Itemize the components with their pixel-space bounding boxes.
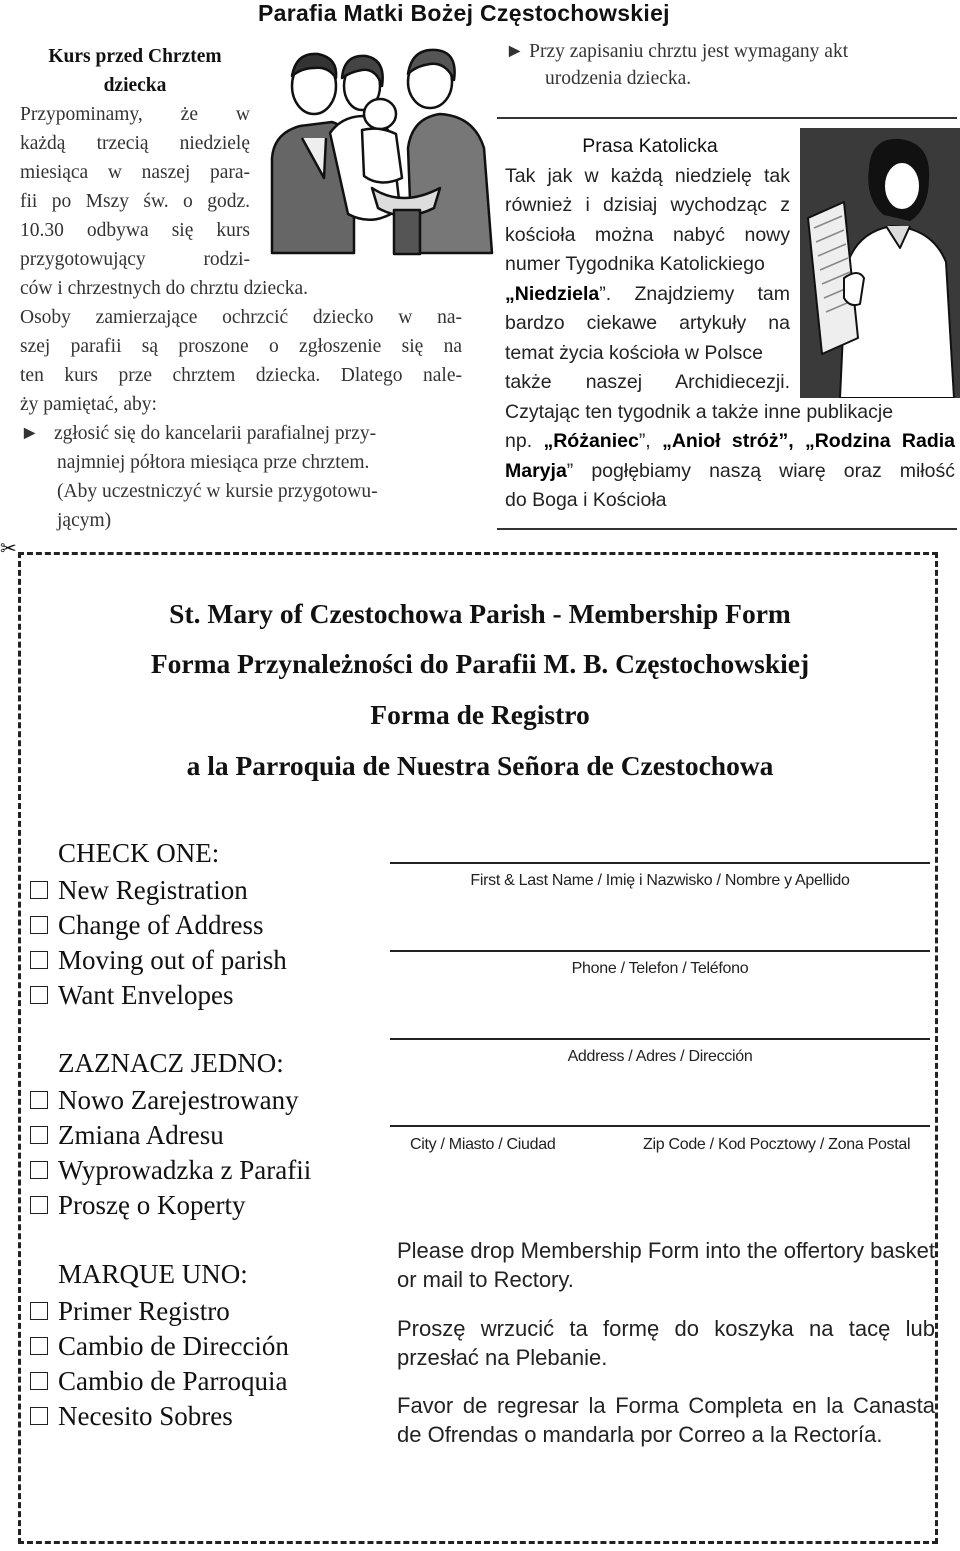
checkbox-wyprowadzka[interactable]: Wyprowadzka z Parafii xyxy=(30,1153,311,1187)
name-field-line[interactable] xyxy=(390,862,930,864)
checkbox-icon[interactable] xyxy=(30,881,48,899)
requirement-line: ► Przy zapisaniu chrztu jest wymagany akt xyxy=(505,41,849,62)
baptism-course-section xyxy=(20,42,462,535)
course-text-line: ży pamiętać, aby: xyxy=(20,394,157,415)
course-text-line: 10.30 odbywa się kurs xyxy=(20,220,250,241)
check-one-heading: CHECK ONE: xyxy=(58,838,220,868)
course-text-line: każdą trzecią niedzielę xyxy=(20,133,250,154)
press-text-line: numer Tygodnika Katolickiego xyxy=(505,253,765,275)
course-text-line: fii po Mszy św. o godz. xyxy=(20,191,250,212)
form-title-pl: Forma Przynależności do Parafii M. B. Częstochowskiej xyxy=(150,648,810,679)
press-text-line: „Niedziela”. Znajdziemy tam xyxy=(505,282,790,305)
section-divider xyxy=(497,528,957,530)
checkbox-necesito-sobres[interactable]: Necesito Sobres xyxy=(30,1399,233,1433)
checkbox-icon[interactable] xyxy=(30,986,48,1004)
form-title-en: St. Mary of Czestochowa Parish - Membership Form xyxy=(169,598,791,629)
scissors-icon: ✂ xyxy=(0,538,17,560)
checkbox-nowo-zarejestrowany[interactable]: Nowo Zarejestrowany xyxy=(30,1083,299,1117)
catholic-press-title: Prasa Katolicka xyxy=(582,135,718,157)
press-text-line: także naszej Archidiecezji. xyxy=(505,371,790,393)
press-text-line: do Boga i Kościoła xyxy=(505,489,667,511)
birth-certificate-note xyxy=(505,38,955,92)
checkbox-icon[interactable] xyxy=(30,1126,48,1144)
phone-field-label: Phone / Telefon / Teléfono xyxy=(571,960,749,977)
press-text-line: również i dzisiaj wychodząc z xyxy=(505,194,790,216)
press-text-line: bardzo ciekawe artykuły na xyxy=(505,312,790,334)
course-text-line: Przypominamy, że w xyxy=(20,104,250,125)
instruction-en: Please drop Membership Form into the offertory basket or mail to Rectory. xyxy=(397,1238,935,1292)
course-bullet-line: (Aby uczestniczyć w kursie przygotowu- xyxy=(57,481,378,502)
city-zip-field-line[interactable] xyxy=(390,1125,930,1127)
parish-header: Parafia Matki Bożej Częstochowskiej xyxy=(258,0,670,26)
course-text-line: ców i chrzestnych do chrztu dziecka. xyxy=(20,278,309,299)
checkbox-icon[interactable] xyxy=(30,1337,48,1355)
course-bullet: ► zgłosić się do kancelarii parafialnej przy- xyxy=(20,423,377,444)
zaznacz-jedno-heading: ZAZNACZ JEDNO: xyxy=(58,1048,284,1078)
instruction-es: Favor de regresar la Forma Completa en la Canasta de Ofrendas o mandarla por Correo a la Rectoría. xyxy=(397,1393,935,1447)
course-text-line: Osoby zamierzające ochrzcić dziecko w na- xyxy=(20,307,462,328)
checkbox-new-registration[interactable]: New Registration xyxy=(30,873,248,907)
course-bullet-line: jącym) xyxy=(57,510,112,531)
name-field-label: First & Last Name / Imię i Nazwisko / Nombre y Apellido xyxy=(470,872,850,889)
section-divider xyxy=(497,117,957,119)
checkbox-koperty[interactable]: Proszę o Koperty xyxy=(30,1188,245,1222)
checkbox-change-of-address[interactable]: Change of Address xyxy=(30,908,263,942)
instruction-pl: Proszę wrzucić ta formę do koszyka na tacę lub przesłać na Plebanie. xyxy=(397,1316,935,1370)
course-text-line: szej parafii są proszone o zgłoszenie się na xyxy=(20,336,462,357)
press-text-line: temat życia kościoła w Polsce xyxy=(505,341,763,364)
checkbox-want-envelopes[interactable]: Want Envelopes xyxy=(30,978,234,1012)
course-text-line: miesiąca w naszej para- xyxy=(20,162,250,183)
checkbox-primer-registro[interactable]: Primer Registro xyxy=(30,1294,230,1328)
press-text-line: Tak jak w każdą niedzielę tak xyxy=(505,164,790,187)
press-text-line: np. „Różaniec”, „Anioł stróż”, „Rodzina Radia xyxy=(505,430,955,452)
checkbox-icon[interactable] xyxy=(30,1161,48,1179)
requirement-line: urodzenia dziecka. xyxy=(545,68,692,89)
checkbox-icon[interactable] xyxy=(30,1196,48,1214)
checkbox-icon[interactable] xyxy=(30,1372,48,1390)
form-title-es: Forma de Registro xyxy=(370,699,590,730)
checkbox-icon[interactable] xyxy=(30,951,48,969)
form-title-es-2: a la Parroquia de Nuestra Señora de Czestochowa xyxy=(186,750,774,781)
checkbox-icon[interactable] xyxy=(30,1091,48,1109)
catholic-press-section xyxy=(505,132,955,516)
course-text-line: przygotowujący rodzi- xyxy=(20,249,250,270)
address-field-line[interactable] xyxy=(390,1038,930,1040)
address-field-label: Address / Adres / Dirección xyxy=(567,1048,753,1065)
checkbox-icon[interactable] xyxy=(30,1302,48,1320)
checkbox-zmiana-adresu[interactable]: Zmiana Adresu xyxy=(30,1118,224,1152)
checkbox-cambio-direccion[interactable]: Cambio de Dirección xyxy=(30,1329,289,1363)
checkbox-cambio-parroquia[interactable]: Cambio de Parroquia xyxy=(30,1364,287,1398)
course-text-line: ten kurs prze chrztem dziecka. Dlatego nale- xyxy=(20,365,462,386)
marque-uno-heading: MARQUE UNO: xyxy=(58,1259,248,1289)
checkbox-icon[interactable] xyxy=(30,916,48,934)
press-text-line: Czytając ten tygodnik a także inne publikacje xyxy=(505,400,894,423)
bullet-arrow-icon: ► xyxy=(20,423,40,444)
baptism-course-title: Kurs przed Chrztem xyxy=(48,46,222,67)
baptism-course-title-2: dziecka xyxy=(103,75,167,96)
course-bullet-line: najmniej półtora miesiąca prze chrztem. xyxy=(57,452,370,473)
checkbox-icon[interactable] xyxy=(30,1407,48,1425)
zip-field-label: Zip Code / Kod Pocztowy / Zona Postal xyxy=(643,1136,911,1153)
city-field-label: City / Miasto / Ciudad xyxy=(410,1136,556,1153)
checkbox-moving-out[interactable]: Moving out of parish xyxy=(30,943,287,977)
press-text-line: Maryja” pogłębiamy naszą wiarę oraz miłość xyxy=(505,459,955,482)
press-text-line: kościoła można nabyć nowy xyxy=(505,223,790,246)
phone-field-line[interactable] xyxy=(390,950,930,952)
